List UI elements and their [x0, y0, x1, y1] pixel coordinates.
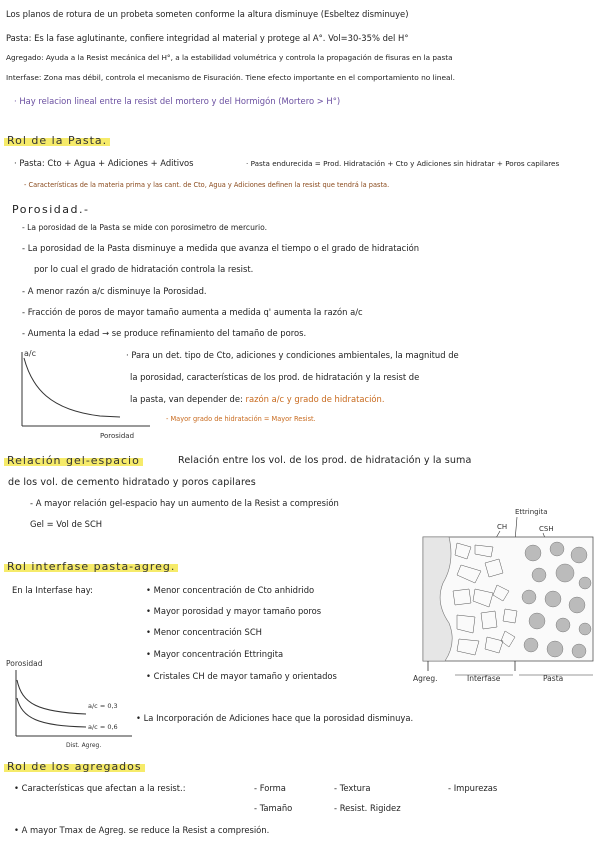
- gel-espacio-heading: Relación gel-espacio: [4, 454, 143, 467]
- agregados-intro-text: Características que afectan a la resist.:: [21, 783, 186, 793]
- agregados-final: • A mayor Tmax de Agreg. se reduce la Resist a compresión.: [14, 825, 270, 835]
- interfase-heading: Rol interfase pasta-agreg.: [4, 560, 178, 573]
- porosidad-item: - Fracción de poros de mayor tamaño aumenta a medida q' aumenta la razón a/c: [22, 307, 363, 317]
- interfase-item: • Menor concentración SCH: [146, 627, 262, 637]
- porosidad-heading: Porosidad.-: [12, 203, 90, 216]
- interfase-item: • Mayor concentración Ettringita: [146, 649, 284, 659]
- interfase-item-text: Cristales CH de mayor tamaño y orientados: [153, 671, 337, 681]
- micrograph-label-agreg: Agreg.: [413, 674, 438, 683]
- interfase-curve-1-label: a/c = 0,3: [88, 702, 118, 710]
- agregados-factor-text: Resist. Rigidez: [339, 803, 401, 813]
- interfase-item: • Menor concentración de Cto anhidrido: [146, 585, 315, 595]
- porosidad-item-text: La porosidad de la Pasta disminuye a medida que avanza el tiempo o el grado de hidratación: [27, 243, 420, 253]
- interfase-graph: [4, 656, 138, 750]
- pasta-caracteristicas: - Características de la materia prima y las cant. de Cto, Agua y Adiciones definen la resist que tendrá la pasta.: [24, 181, 390, 189]
- intro-relation-text: Hay relacion lineal entre la resist del mortero y del Hormigón (Mortero > H°): [19, 96, 341, 106]
- graph-x-label: Porosidad: [100, 432, 135, 440]
- porosidad-item-text: Aumenta la edad → se produce refinamiento del tamaño de poros.: [27, 328, 307, 338]
- agregados-factor-text: Forma: [259, 783, 286, 793]
- intro-line-1: Los planos de rotura de un probeta someten conforme la altura disminuye (Esbeltez disminuye): [6, 9, 409, 19]
- porosidad-paragraph-line: la pasta, van depender de:: [130, 394, 243, 404]
- interfase-curve-1: [17, 680, 86, 714]
- agregados-factor-text: Tamaño: [259, 803, 293, 813]
- pasta-endurecida-text: Pasta endurecida = Prod. Hidratación + Cto y Adiciones sin hidratar + Poros capilares: [250, 159, 560, 168]
- agregados-final-text: A mayor Tmax de Agreg. se reduce la Resist a compresión.: [21, 825, 270, 835]
- gel-espacio-statement: - A mayor relación gel-espacio hay un aumento de la Resist a compresión: [30, 498, 339, 508]
- intro-relation: · Hay relacion lineal entre la resist del mortero y del Hormigón (Mortero > H°): [14, 96, 341, 106]
- gel-espacio-definition-2: de los vol. de cemento hidratado y poros capilares: [8, 477, 256, 488]
- pasta-caracteristicas-text: Características de la materia prima y las cant. de Cto, Agua y Adiciones definen la resist que tendrá la pasta.: [28, 181, 390, 189]
- micrograph-label-pasta: Pasta: [543, 674, 564, 683]
- pasta-fresca: · Pasta: Cto + Agua + Adiciones + Aditivos: [14, 158, 194, 168]
- interfase-item-text: Mayor porosidad y mayor tamaño poros: [153, 606, 322, 616]
- micrograph-label-ettringita: Ettringita: [515, 508, 548, 516]
- porosidad-item-text: A menor razón a/c disminuye la Porosidad.: [27, 286, 207, 296]
- gel-espacio-formula: Gel = Vol de SCH: [30, 519, 103, 529]
- gel-espacio-statement-text: A mayor relación gel-espacio hay un aumento de la Resist a compresión: [35, 498, 339, 508]
- porosidad-item-text: Fracción de poros de mayor tamaño aumenta a medida q' aumenta la razón a/c: [27, 307, 363, 317]
- interfase-curve-2: [17, 698, 86, 727]
- interfase-graph-x-label: Dist. Agreg.: [66, 742, 102, 749]
- graph-y-label: a/c: [24, 349, 36, 358]
- porosidad-paragraph-line: Para un det. tipo de Cto, adiciones y condiciones ambientales, la magnitud de: [131, 350, 459, 360]
- agregados-factor-text: Impurezas: [453, 783, 498, 793]
- interfase-graph-y-label: Porosidad: [6, 659, 43, 668]
- agregados-intro: • Características que afectan a la resist.:: [14, 783, 186, 793]
- porosidad-item: - La porosidad de la Pasta se mide con porosimetro de mercurio.: [22, 223, 268, 232]
- interfase-intro: En la Interfase hay:: [12, 585, 93, 595]
- pasta-fresca-text: Pasta: Cto + Agua + Adiciones + Aditivos: [19, 158, 194, 168]
- interfase-adiciones-note: • La Incorporación de Adiciones hace que la porosidad disminuya.: [136, 713, 414, 723]
- porosidad-paragraph-last: [130, 395, 385, 405]
- rol-pasta-heading: Rol de la Pasta.: [4, 134, 110, 147]
- porosidad-item: - La porosidad de la Pasta disminuye a medida que avanza el tiempo o el grado de hidratación: [22, 243, 420, 253]
- interfase-adiciones-note-text: La Incorporación de Adiciones hace que la porosidad disminuya.: [143, 713, 414, 723]
- interfase-curve-2-label: a/c = 0,6: [88, 723, 118, 731]
- intro-interfase: Interfase: Zona mas débil, controla el mecanismo de Fisuración. Tiene efecto importante en el comportamiento no lineal.: [6, 73, 455, 82]
- interfase-micrograph: [405, 503, 597, 688]
- micrograph-label-ch: CH: [497, 523, 508, 531]
- agregados-factor-text: Textura: [339, 783, 371, 793]
- interfase-item: • Mayor porosidad y mayor tamaño poros: [146, 606, 322, 616]
- porosidad-paragraph: · Para un det. tipo de Cto, adiciones y condiciones ambientales, la magnitud de: [126, 350, 459, 360]
- porosidad-depend-on: razón a/c y grado de hidratación.: [245, 394, 385, 404]
- intro-pasta: Pasta: Es la fase aglutinante, confiere integridad al material y protege al A°. Vol=30-35% del H°: [6, 33, 409, 43]
- graph-curve: [24, 358, 120, 417]
- porosidad-item: - Aumenta la edad → se produce refinamiento del tamaño de poros.: [22, 328, 307, 338]
- interfase-item: • Cristales CH de mayor tamaño y orientados: [146, 671, 337, 681]
- agregados-heading: Rol de los agregados: [4, 760, 145, 773]
- pasta-endurecida: · Pasta endurecida = Prod. Hidratación + Cto y Adiciones sin hidratar + Poros capilares: [246, 159, 560, 168]
- agregados-factor: - Impurezas: [448, 783, 498, 793]
- interfase-item-text: Mayor concentración Ettringita: [153, 649, 284, 659]
- porosidad-conclusion: - Mayor grado de hidratación = Mayor Resist.: [166, 415, 316, 423]
- interfase-item-text: Menor concentración de Cto anhidrido: [153, 585, 315, 595]
- porosidad-item: - A menor razón a/c disminuye la Porosidad.: [22, 286, 207, 296]
- agregados-factor: - Textura: [334, 783, 371, 793]
- micrograph-label-interfase: Interfase: [467, 674, 501, 683]
- agregados-factor: - Resist. Rigidez: [334, 803, 401, 813]
- porosidad-item-text: La porosidad de la Pasta se mide con porosimetro de mercurio.: [27, 223, 268, 232]
- intro-agregado: Agregado: Ayuda a la Resist mecánica del H°, a la estabilidad volumétrica y controla la propagación de fisuras en la pasta: [6, 53, 453, 62]
- gel-espacio-definition-1: Relación entre los vol. de los prod. de hidratación y la suma: [178, 455, 472, 466]
- porosidad-conclusion-text: Mayor grado de hidratación = Mayor Resist.: [170, 415, 316, 423]
- porosidad-item-cont: por lo cual el grado de hidratación controla la resist.: [34, 264, 254, 274]
- agregados-factor: - Forma: [254, 783, 286, 793]
- micrograph-label-csh: CSH: [539, 525, 554, 533]
- interfase-item-text: Menor concentración SCH: [153, 627, 262, 637]
- agregados-factor: - Tamaño: [254, 803, 293, 813]
- porosidad-paragraph-line: la porosidad, características de los prod. de hidratación y la resist de: [130, 372, 420, 382]
